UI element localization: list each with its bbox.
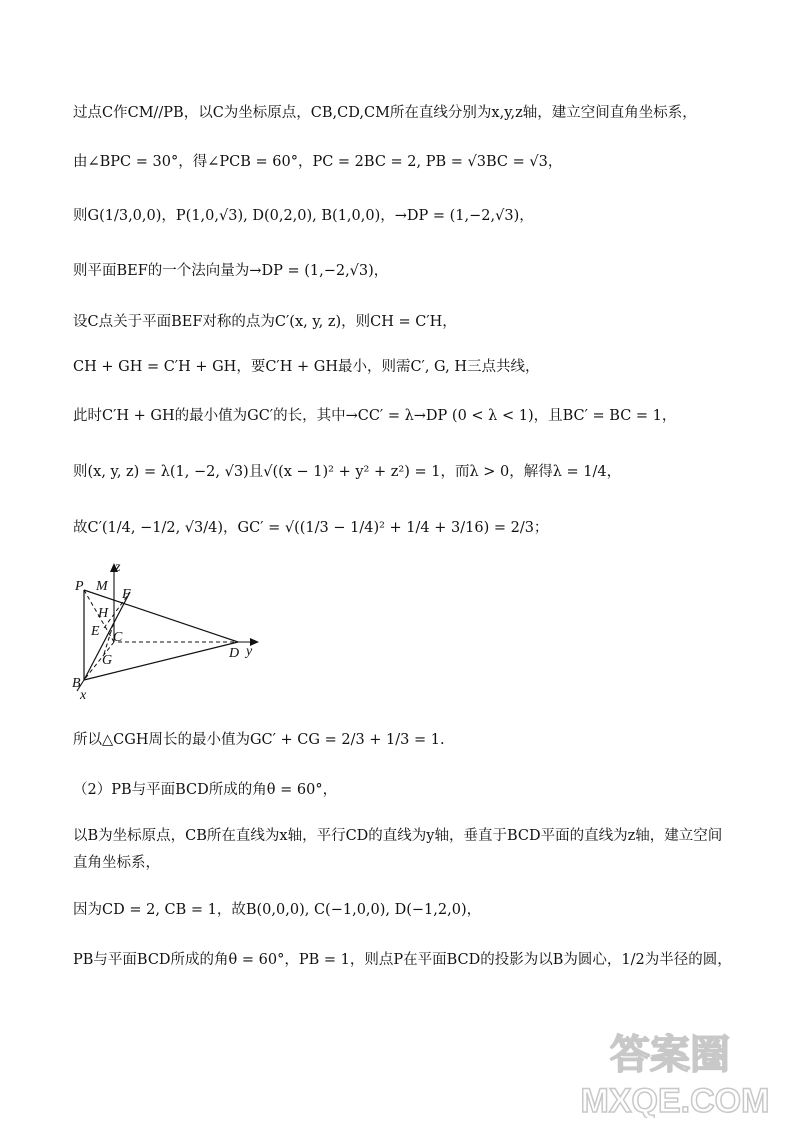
text-line-12: 以B为坐标原点，CB所在直线为x轴，平行CD的直线为y轴，垂直于BCD平面的直线为z轴，建立空间 <box>73 828 723 844</box>
geometry-figure <box>64 560 274 710</box>
text-line-6: CH + GH = C′H + GH，要C′H + GH最小，则需C′, G, H三点共线， <box>73 359 540 375</box>
label-y: y <box>246 644 253 659</box>
text-line-15: PB与平面BCD所成的角θ = 60°，PB = 1，则点P在平面BCD的投影为以B为圆心，1/2为半径的圆， <box>73 952 732 968</box>
label-p: P <box>75 579 84 594</box>
label-e: E <box>91 624 100 639</box>
watermark-bottom-text: MXQE.COM <box>580 1082 770 1118</box>
text-line-9: 故C′(1/4, −1/2, √3/4)，GC′ = √((1/3 − 1/4)² + 1/4 + 3/16) = 2/3； <box>73 520 549 536</box>
label-f: F <box>122 587 131 602</box>
label-b: B <box>72 676 81 691</box>
label-d: D <box>229 646 240 661</box>
label-g: G <box>102 653 113 668</box>
label-h: H <box>98 606 109 621</box>
text-line-2: 由∠BPC = 30°，得∠PCB = 60°，PC = 2BC = 2, PB = √3BC = √3， <box>73 154 563 170</box>
text-line-1: 过点C作CM//PB，以C为坐标原点，CB,CD,CM所在直线分别为x,y,z轴，建立空间直角坐标系， <box>73 105 697 121</box>
label-z: z <box>115 560 121 575</box>
label-x: x <box>80 688 87 703</box>
text-line-10: 所以△CGH周长的最小值为GC′ + CG = 2/3 + 1/3 = 1. <box>73 732 445 748</box>
text-line-3: 则G(1/3,0,0)，P(1,0,√3), D(0,2,0), B(1,0,0)，→DP = (1,−2,√3)， <box>73 208 534 224</box>
text-line-4: 则平面BEF的一个法向量为→DP = (1,−2,√3)， <box>73 263 389 279</box>
text-line-13: 直角坐标系， <box>73 855 160 871</box>
text-line-14: 因为CD = 2, CB = 1，故B(0,0,0), C(−1,0,0), D(−1,2,0)， <box>73 902 482 918</box>
watermark-top-text: 答案圈 <box>610 1033 730 1077</box>
text-line-11: （2）PB与平面BCD所成的角θ = 60°， <box>73 782 338 798</box>
text-line-7: 此时C′H + GH的最小值为GC′的长，其中→CC′ = λ→DP (0 < λ < 1)，且BC′ = BC = 1， <box>73 408 677 424</box>
label-c: C <box>113 630 123 645</box>
text-line-5: 设C点关于平面BEF对称的点为C′(x, y, z)，则CH = C′H， <box>73 314 457 330</box>
text-line-8: 则(x, y, z) = λ(1, −2, √3)且√((x − 1)² + y² + z²) = 1，而λ > 0，解得λ = 1/4， <box>73 464 622 480</box>
watermark-logo <box>570 1028 780 1118</box>
label-m: M <box>96 579 108 594</box>
